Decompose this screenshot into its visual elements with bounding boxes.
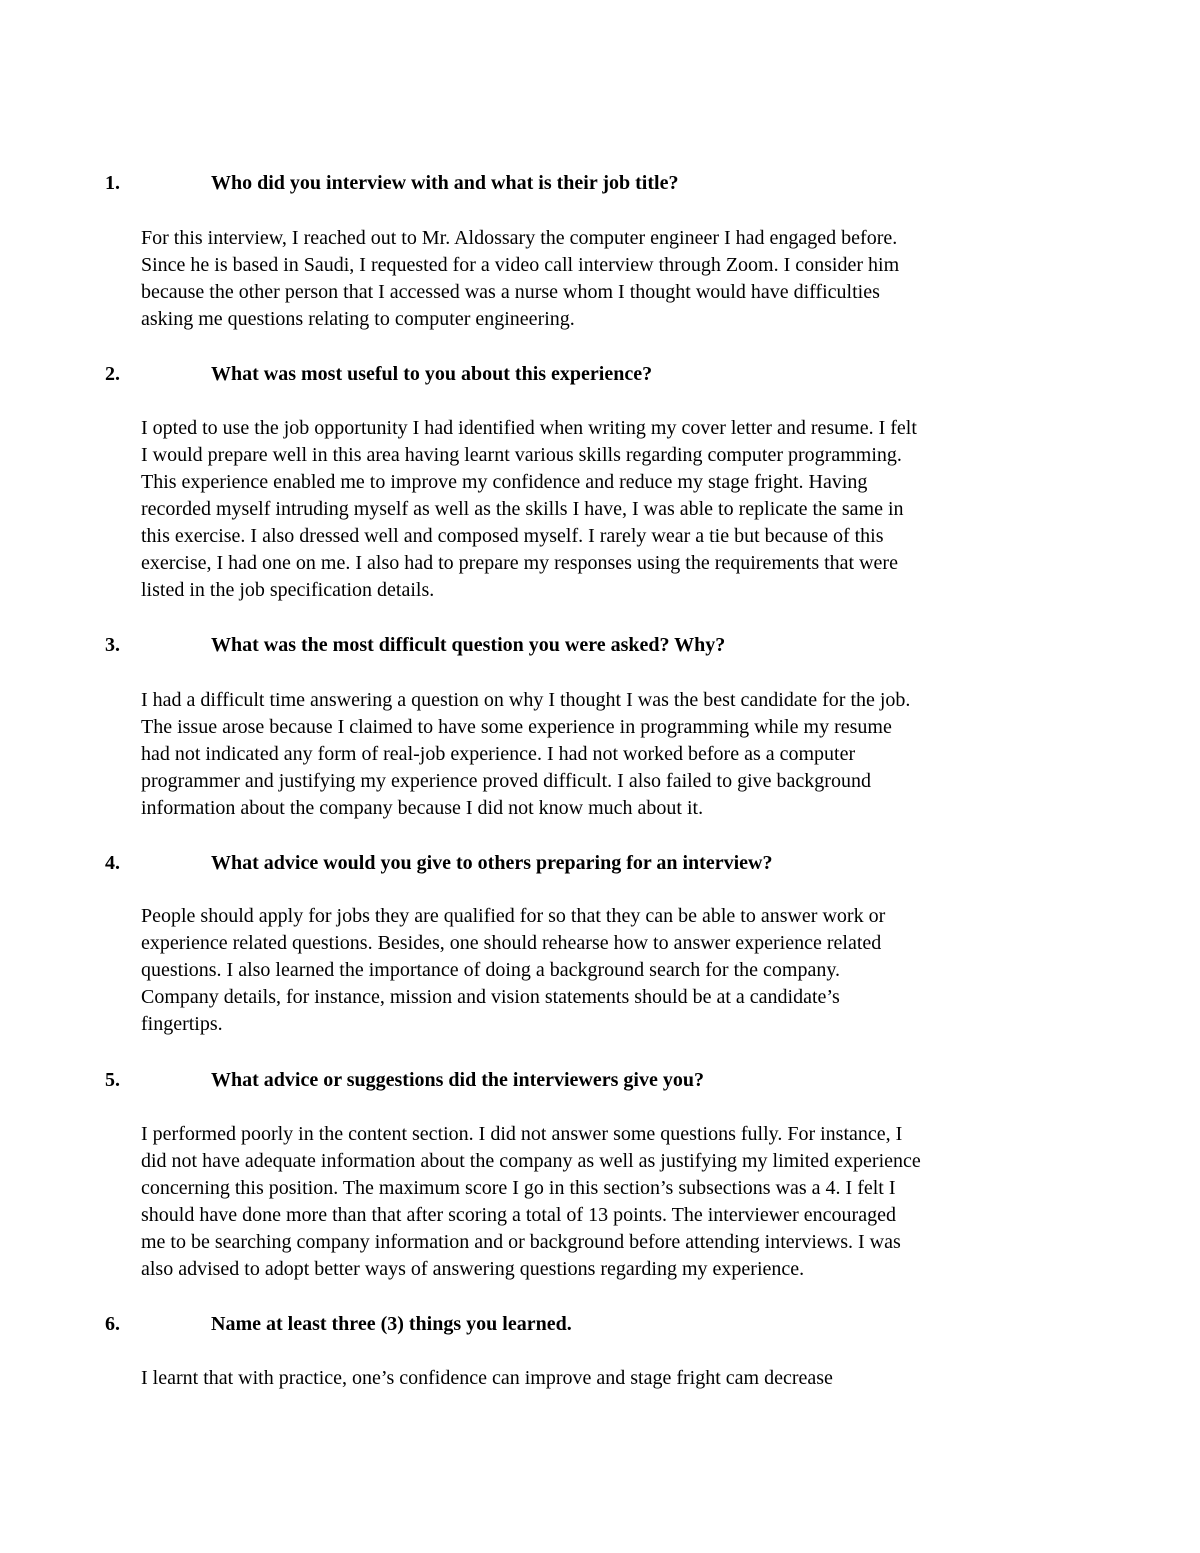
answer-line: should have done more than that after scoring a total of 13 points. The interviewer encouraged — [141, 1204, 896, 1226]
question-number: 1. — [105, 172, 120, 194]
question-number: 5. — [105, 1069, 120, 1091]
question-row — [0, 1067, 1200, 1094]
question-number: 2. — [105, 363, 120, 385]
answer-line: information about the company because I did not know much about it. — [141, 797, 704, 819]
qa-item-5 — [0, 1067, 1200, 1280]
answer-line: asking me questions relating to computer engineering. — [141, 308, 575, 330]
answer-line: I performed poorly in the content section. I did not answer some questions fully. For instance, I — [141, 1123, 903, 1145]
answer-line: For this interview, I reached out to Mr. Aldossary the computer engineer I had engaged before. — [141, 227, 898, 249]
qa-item-3 — [0, 632, 1200, 819]
answer-line: Since he is based in Saudi, I requested for a video call interview through Zoom. I consider him — [141, 254, 900, 276]
answer-line: exercise, I had one on me. I also had to prepare my responses using the requirements that were — [141, 552, 898, 574]
answer-line: had not indicated any form of real-job experience. I had not worked before as a computer — [141, 743, 856, 765]
answer-line: questions. I also learned the importance of doing a background search for the company. — [141, 959, 841, 981]
question-text: Name at least three (3) things you learned. — [211, 1313, 572, 1335]
answer-line: also advised to adopt better ways of answering questions regarding my experience. — [141, 1258, 805, 1280]
answer-paragraph — [141, 1365, 1071, 1392]
answer-line: did not have adequate information about the company as well as justifying my limited experience — [141, 1150, 921, 1172]
answer-paragraph — [141, 687, 1071, 822]
question-row — [0, 632, 1200, 659]
answer-line: I had a difficult time answering a question on why I thought I was the best candidate for the job. — [141, 689, 911, 711]
answer-line: experience related questions. Besides, one should rehearse how to answer experience related — [141, 932, 882, 954]
answer-line: I would prepare well in this area having learnt various skills regarding computer programming. — [141, 444, 902, 466]
answer-line: I opted to use the job opportunity I had identified when writing my cover letter and resume. I felt — [141, 417, 917, 439]
qa-item-6 — [0, 1311, 1200, 1389]
question-text: What advice or suggestions did the interviewers give you? — [211, 1069, 704, 1091]
answer-line: This experience enabled me to improve my confidence and reduce my stage fright. Having — [141, 471, 868, 493]
answer-line: People should apply for jobs they are qualified for so that they can be able to answer work or — [141, 905, 886, 927]
qa-item-1 — [0, 170, 1200, 330]
question-number: 4. — [105, 852, 120, 874]
answer-paragraph — [141, 415, 1071, 604]
question-text: Who did you interview with and what is their job title? — [211, 172, 679, 194]
question-row — [0, 361, 1200, 388]
question-text: What advice would you give to others preparing for an interview? — [211, 852, 773, 874]
qa-item-4 — [0, 850, 1200, 1035]
answer-line: I learnt that with practice, one’s confidence can improve and stage fright cam decrease — [141, 1367, 833, 1389]
question-text: What was the most difficult question you were asked? Why? — [211, 634, 726, 656]
answer-line: listed in the job specification details. — [141, 579, 435, 601]
answer-line: me to be searching company information and or background before attending interviews. I was — [141, 1231, 901, 1253]
answer-line: this exercise. I also dressed well and composed myself. I rarely wear a tie but because of this — [141, 525, 884, 547]
answer-line: fingertips. — [141, 1013, 223, 1035]
question-row — [0, 170, 1200, 197]
question-row — [0, 1311, 1200, 1338]
answer-line: recorded myself intruding myself as well as the skills I have, I was able to replicate the same in — [141, 498, 904, 520]
question-row — [0, 850, 1200, 877]
qa-item-2 — [0, 361, 1200, 601]
answer-line: programmer and justifying my experience proved difficult. I also failed to give background — [141, 770, 871, 792]
answer-paragraph — [141, 903, 1071, 1038]
answer-line: concerning this position. The maximum score I go in this section’s subsections was a 4. I felt I — [141, 1177, 896, 1199]
answer-paragraph — [141, 1121, 1071, 1283]
answer-line: Company details, for instance, mission and vision statements should be at a candidate’s — [141, 986, 840, 1008]
answer-line: because the other person that I accessed was a nurse whom I thought would have difficulties — [141, 281, 880, 303]
answer-paragraph — [141, 225, 1071, 333]
answer-line: The issue arose because I claimed to have some experience in programming while my resume — [141, 716, 892, 738]
question-number: 3. — [105, 634, 120, 656]
question-text: What was most useful to you about this experience? — [211, 363, 653, 385]
question-number: 6. — [105, 1313, 120, 1335]
